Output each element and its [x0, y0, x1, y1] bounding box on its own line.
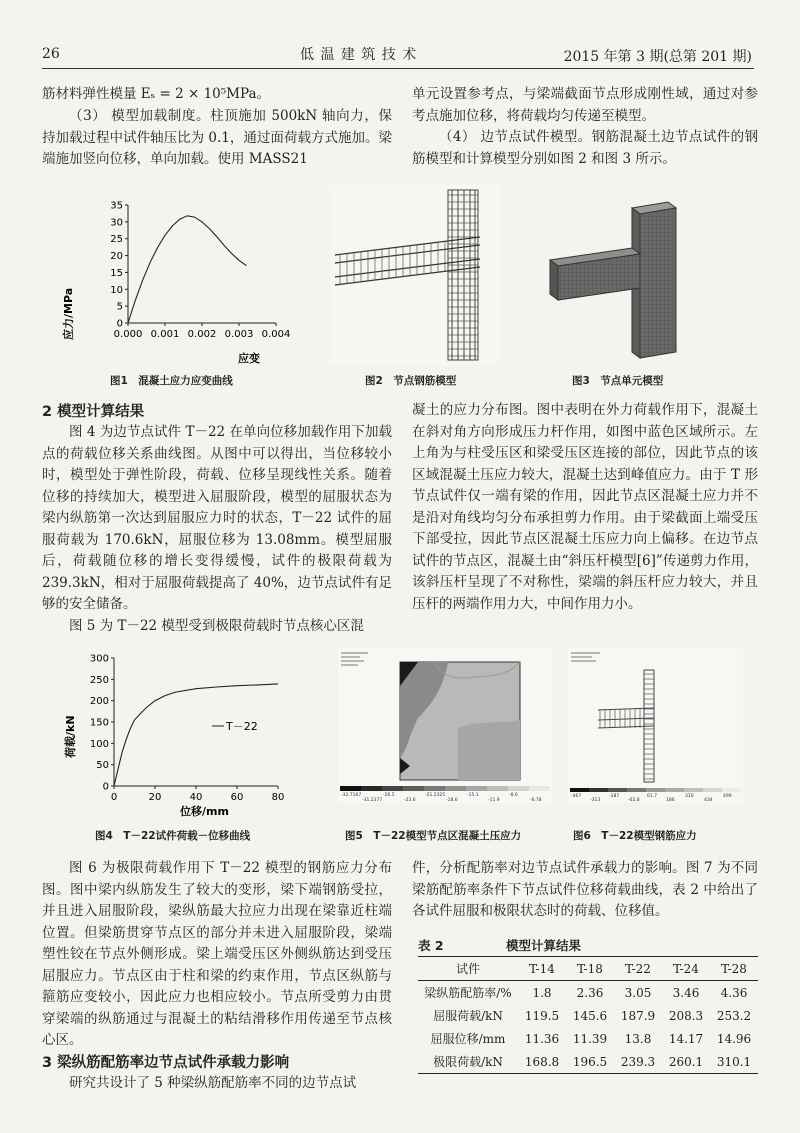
- y-tick-label: 0: [116, 318, 123, 330]
- fig4-caption: 图4 T－22试件荷载－位移曲线: [95, 830, 251, 842]
- table2-header-row: [418, 957, 758, 981]
- paragraph-fig7: 件，分析配筋率对边节点试件承载力的影响。图 7 为不同梁筋配筋率条件下节点试件位移荷载曲线，表 2 中给出了各试件屈服和极限状态时的荷载、位移值。: [412, 860, 758, 919]
- fig5-concrete-stress-contour: [338, 648, 553, 803]
- fig6-legend-value: -187: [609, 794, 620, 799]
- paragraph-loading: （3） 模型加载制度。柱顶施加 500kN 轴向力，保持加载过程中试件轴压比为 0.1，通过面荷载方式施加。梁端施加竖向位移，单向加载。使用 MASS21: [42, 108, 392, 167]
- y-tick-label: 300: [89, 653, 109, 665]
- fig6-legend-swatch: [589, 788, 608, 792]
- table2-header-cell: T-18: [577, 961, 603, 976]
- fig5-legend-value: -18.6: [446, 798, 458, 803]
- table-row: [418, 1027, 758, 1050]
- x-tick-label: 40: [189, 792, 203, 803]
- fig6-legend-swatch: [627, 788, 646, 792]
- table-cell: 196.5: [572, 1054, 608, 1069]
- header-rule: [42, 68, 754, 69]
- paragraph-edge-joint-model: （4） 边节点试件模型。钢筋混凝土边节点试件的钢筋模型和计算模型分别如图 2 和图 3 所示。: [412, 129, 758, 167]
- y-tick-label: 30: [110, 217, 123, 229]
- fig6-legend-swatch: [608, 788, 627, 792]
- table-cell: 253.2: [716, 1008, 752, 1023]
- section-3-heading: 3 梁纵筋配筋率边节点试件承载力影响: [42, 1055, 290, 1071]
- fig1-xlabel: 应变: [238, 352, 260, 365]
- table-cell: 3.05: [624, 985, 652, 1000]
- y-tick-label: 15: [110, 267, 123, 279]
- fig4-legend-label: T－22: [226, 720, 258, 733]
- fig6-legend-value: 499: [723, 794, 732, 799]
- table-cell: 260.1: [668, 1054, 704, 1069]
- y-tick-label: 35: [110, 200, 123, 212]
- fig5-legend-swatch: [508, 786, 529, 791]
- fig6-legend-value: 310: [685, 794, 694, 799]
- fig5-legend-swatch: [382, 786, 403, 791]
- x-tick-label: 0.001: [150, 329, 180, 340]
- x-tick-label: 0.000: [113, 329, 143, 340]
- fig6-caption: 图6 T－22模型钢筋应力: [573, 830, 697, 842]
- y-tick-label: 100: [89, 738, 109, 750]
- fig5-legend-swatch: [529, 786, 550, 791]
- fig5-legend-value: -32.7167: [341, 793, 362, 798]
- fig5-legend-swatch: [445, 786, 466, 791]
- fig5-legend-swatch: [487, 786, 508, 791]
- fig5-legend-value: -15.1: [467, 793, 479, 798]
- fig6-legend-value: 61.7: [647, 794, 658, 799]
- fig4-curve: [114, 684, 278, 786]
- fig3-caption: 图3 节点单元模型: [572, 375, 664, 387]
- x-tick-label: 0.004: [261, 329, 291, 340]
- y-tick-label: 0: [102, 781, 109, 793]
- table-cell: 1.8: [532, 985, 552, 1000]
- fig5-legend-swatch: [361, 786, 382, 791]
- fig5-caption: 图5 T－22模型节点区混凝土压应力: [345, 830, 522, 842]
- table2-header-cell: 试件: [455, 962, 480, 976]
- paragraph-section3-start: 研究共设计了 5 种梁纵筋配筋率不同的边节点试: [69, 1075, 357, 1091]
- table-cell: 310.1: [716, 1054, 752, 1069]
- table-cell: 208.3: [668, 1008, 704, 1023]
- x-tick-label: 60: [230, 792, 244, 803]
- paragraph-fig6: 图 6 为极限荷载作用下 T－22 模型的钢筋应力分布图。图中梁内纵筋发生了较大的变形，梁下端钢筋受拉，并且进入屈服阶段，梁纵筋最大拉应力出现在梁靠近柱端位置。但梁筋贯穿节点区的部分并未进入屈服阶段，梁端塑性铰在节点外侧形成。梁上端受压区外侧纵筋达到受压屈服应力。节点区由于柱和梁的约束作用，节点区纵筋与箍筋应变较小，因此应力也相应较小。节点所受剪力由贯穿梁端的纵筋通过与混凝土的粘结滑移作用传递至节点核心区。: [42, 860, 392, 1048]
- fig5-legend-value: -23.6: [404, 798, 416, 803]
- table-cell: 2.36: [576, 985, 604, 1000]
- x-tick-label: 80: [271, 792, 285, 803]
- x-tick-label: 0.002: [187, 329, 217, 340]
- table-cell: 239.3: [620, 1054, 656, 1069]
- paragraph-fig5-start: 图 5 为 T－22 模型受到极限荷载时节点核心区混: [69, 618, 364, 634]
- y-tick-label: 250: [89, 674, 109, 686]
- table2-header-cell: T-22: [625, 961, 651, 976]
- fig1-stress-strain-chart: [60, 195, 320, 367]
- y-tick-label: 50: [96, 760, 109, 772]
- fig4-load-displacement-chart: [62, 648, 302, 818]
- table2-header-cell: T-24: [673, 961, 699, 976]
- fig4-xlabel: 位移/mm: [180, 805, 229, 818]
- page-number: 26: [42, 46, 60, 62]
- x-tick-label: 0.003: [224, 329, 254, 340]
- paragraph-fig4: 图 4 为边节点试件 T－22 在单向位移加载作用下加载点的荷载位移关系曲线图。从图中可以得出，当位移较小时，模型处于弹性阶段，荷载、位移呈现线性关系。随着位移的持续加大，模型进入屈服阶段，模型的屈服状态为梁内纵筋第一次达到屈服应力时的状态，T－22 试件的屈服荷载为 170.6kN，屈服位移为 13.08mm。模型屈服后，荷载随位移的增长变得缓慢，试件的极限荷载为 239.3kN，相对于屈服荷载提高了 40%，边节点试件有足够的安全储备。: [42, 424, 392, 612]
- fig5-legend-value: -21.2325: [425, 793, 446, 798]
- x-tick-label: 20: [148, 792, 162, 803]
- fig2-caption: 图2 节点钢筋模型: [365, 375, 457, 387]
- table2-header-cell: T-28: [721, 961, 747, 976]
- table-cell: 14.96: [716, 1031, 752, 1046]
- table-cell: 屈服荷载/kN: [433, 1009, 503, 1023]
- fig1-ylabel: 应力/MPa: [62, 287, 75, 340]
- paragraph-reference-point: 单元设置参考点，与梁端截面节点形成刚性域，通过对参考点施加位移，将荷载均匀传递至模型。: [412, 86, 758, 124]
- table-cell: 3.46: [672, 985, 700, 1000]
- fig5-legend-value: -26.5: [383, 793, 395, 798]
- table2-header-cell: T-14: [529, 961, 555, 976]
- fig4-ylabel: 荷载/kN: [64, 715, 77, 758]
- fig6-legend-swatch: [665, 788, 684, 792]
- fig5-legend-value: -11.9: [488, 798, 500, 803]
- table-cell: 11.36: [524, 1031, 560, 1046]
- fig5-legend-value: -31.2377: [362, 798, 383, 803]
- paragraph-elastic-modulus: 筋材料弹性模量 Eₛ = 2 × 10⁵MPa。: [42, 86, 271, 102]
- table-row: [418, 1004, 758, 1027]
- fig5-legend-swatch: [466, 786, 487, 791]
- fig5-legend-swatch: [403, 786, 424, 791]
- fig1-caption: 图1 混凝土应力应变曲线: [110, 375, 233, 387]
- fig6-legend-value: 434: [704, 798, 713, 803]
- y-tick-label: 200: [89, 696, 109, 708]
- table-cell: 极限荷载/kN: [433, 1055, 503, 1069]
- table2-title: 表 2 模型计算结果: [418, 938, 582, 953]
- fig3-element-model: [540, 188, 740, 363]
- section-2-heading: 2 模型计算结果: [42, 404, 145, 420]
- y-tick-label: 25: [110, 234, 123, 246]
- table-cell: 187.9: [620, 1008, 656, 1023]
- paragraph-fig5-analysis: 凝土的应力分布图。图中表明在外力荷载作用下，混凝土在斜对角方向形成压力杆作用，如图中蓝色区域所示。左上角为与柱受压区和梁受压区连接的部位，因此节点的该区域混凝土压应力较大，混凝土达到峰值应力。由于 T 形节点试件仅一端有梁的作用，因此节点区混凝土应力并不是沿对角线均匀分布承担剪力作用。由于梁截面上端受压下部受拉，因此节点区混凝土压应力向上偏移。在边节点试件的节点区，混凝土由“斜压杆模型[6]”传递剪力作用，该斜压杆呈现了不对称性，梁端的斜压杆应力较大，并且压杆的两端作用力大，中间作用力小。: [412, 402, 758, 612]
- table-row: [418, 981, 758, 1005]
- fig6-legend-value: -467: [571, 794, 582, 799]
- issue-info: 2015 年第 3 期(总第 201 期): [563, 49, 752, 65]
- table-cell: 145.6: [572, 1008, 608, 1023]
- table-cell: 13.8: [624, 1031, 652, 1046]
- fig6-legend-swatch: [703, 788, 722, 792]
- fig6-legend-swatch: [722, 788, 741, 792]
- fig5-legend-value: -6.78: [530, 798, 542, 803]
- journal-name: 低 温 建 筑 技 术: [300, 47, 418, 63]
- fig6-legend-swatch: [570, 788, 589, 792]
- fig5-legend-value: -8.6: [509, 793, 518, 798]
- fig6-legend-value: -313: [590, 798, 601, 803]
- table-row: [418, 1050, 758, 1074]
- fig2-rebar-model: [330, 185, 500, 365]
- y-tick-label: 10: [110, 284, 123, 296]
- y-tick-label: 5: [116, 301, 123, 313]
- table-cell: 14.17: [668, 1031, 704, 1046]
- y-tick-label: 150: [89, 717, 109, 729]
- table-cell: 4.36: [720, 985, 748, 1000]
- fig6-legend-value: 186: [666, 798, 675, 803]
- table2: [418, 956, 758, 1074]
- fig6-legend-swatch: [684, 788, 703, 792]
- fig1-curve: [128, 216, 246, 323]
- fig6-rebar-stress: [568, 648, 743, 803]
- fig5-legend-swatch: [424, 786, 445, 791]
- table-cell: 119.5: [524, 1008, 560, 1023]
- fig6-legend-swatch: [646, 788, 665, 792]
- table-cell: 梁纵筋配筋率/%: [424, 986, 512, 1000]
- y-tick-label: 20: [110, 251, 123, 263]
- x-tick-label: 0: [110, 792, 118, 803]
- table-cell: 屈服位移/mm: [430, 1032, 506, 1046]
- fig5-legend-swatch: [340, 786, 361, 791]
- fig6-legend-value: -62.8: [628, 798, 640, 803]
- table-cell: 11.39: [572, 1031, 608, 1046]
- table-cell: 168.8: [524, 1054, 560, 1069]
